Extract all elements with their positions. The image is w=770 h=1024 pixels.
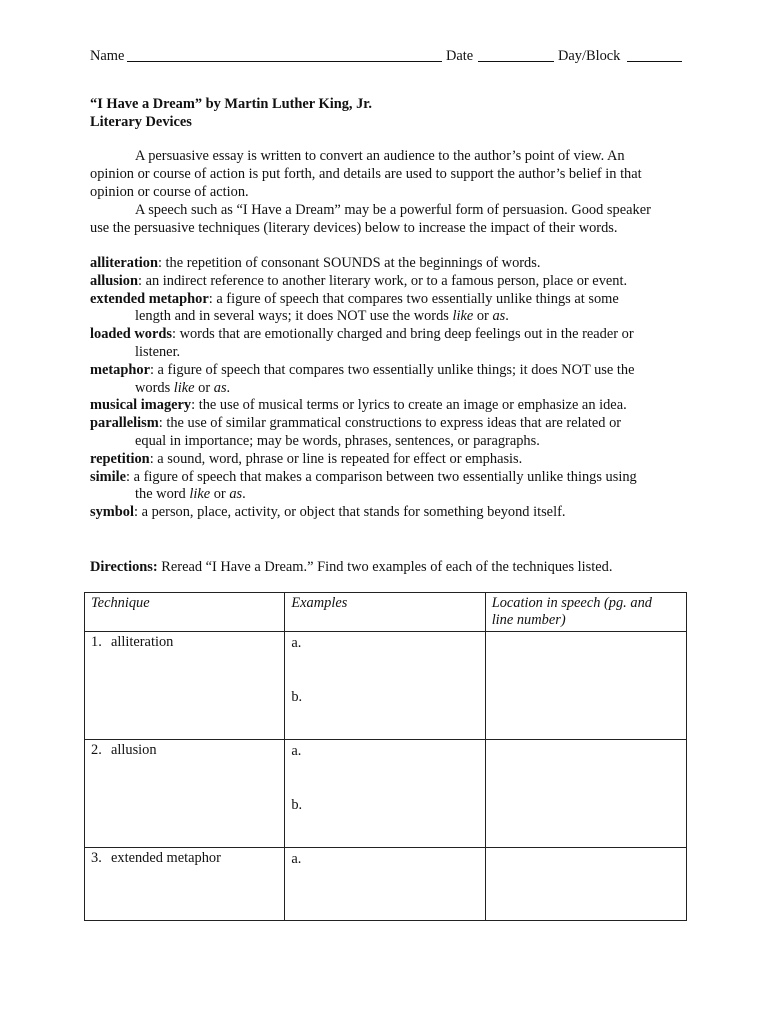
row-number: 3. bbox=[91, 850, 102, 866]
example-a-label: a. bbox=[291, 635, 302, 651]
definition-text: : the use of similar grammatical constructions to express ideas that are related or bbox=[158, 415, 622, 432]
definition-text-cont: equal in importance; may be words, phrases, sentences, or paragraphs. bbox=[135, 432, 540, 449]
definition-parallelism bbox=[90, 415, 682, 451]
definition-text: : a figure of speech that compares two essentially unlike things at some bbox=[208, 290, 619, 307]
table-header-row bbox=[85, 593, 687, 632]
definitions-list bbox=[90, 255, 682, 522]
intro-p1-line: opinion or course of action is put forth, and details are used to support the author’s belief in that bbox=[90, 166, 642, 182]
location-cell[interactable] bbox=[485, 848, 686, 921]
header-technique: Technique bbox=[85, 593, 285, 632]
intro-paragraph-2 bbox=[90, 201, 682, 237]
definition-repetition bbox=[90, 451, 682, 469]
page-title bbox=[90, 95, 372, 131]
table-row bbox=[85, 848, 687, 921]
header-location-line-1: Location in speech (pg. and bbox=[491, 595, 652, 611]
dayblock-blank[interactable] bbox=[627, 61, 682, 62]
header-location-line-2: line number) bbox=[491, 612, 566, 628]
definition-text: : a person, place, activity, or object that stands for something beyond itself. bbox=[133, 504, 566, 521]
definition-text: : a figure of speech that compares two essentially unlike things; it does NOT use the bbox=[149, 361, 635, 378]
technique-cell bbox=[85, 740, 285, 848]
directions-label: Directions: bbox=[90, 559, 158, 575]
title-line-2: Literary Devices bbox=[90, 114, 192, 130]
definition-term: allusion bbox=[90, 272, 138, 289]
definition-text: : a sound, word, phrase or line is repeated for effect or emphasis. bbox=[149, 450, 523, 467]
intro-p2-line: use the persuasive techniques (literary devices) below to increase the impact of their words. bbox=[90, 220, 618, 236]
header-fields bbox=[90, 46, 682, 66]
example-a-label: a. bbox=[291, 851, 302, 867]
example-b-label: b. bbox=[291, 797, 303, 813]
directions-text: Reread “I Have a Dream.” Find two examples of each of the techniques listed. bbox=[157, 559, 613, 575]
definition-musical-imagery bbox=[90, 397, 682, 415]
location-cell[interactable] bbox=[485, 632, 686, 740]
definition-term: musical imagery bbox=[90, 397, 192, 414]
date-label: Date bbox=[446, 48, 474, 64]
definition-text: : the repetition of consonant SOUNDS at the beginnings of words. bbox=[157, 255, 541, 271]
dayblock-label: Day/Block bbox=[558, 48, 621, 64]
row-number: 2. bbox=[91, 742, 102, 758]
examples-cell[interactable] bbox=[285, 740, 485, 848]
definition-text-cont: length and in several ways; it does NOT use the words like or as. bbox=[135, 308, 509, 325]
date-blank[interactable] bbox=[478, 61, 554, 62]
intro-paragraph-1 bbox=[90, 147, 682, 201]
header-examples: Examples bbox=[285, 593, 485, 632]
intro-p1-line: A persuasive essay is written to convert an audience to the author’s point of view. An bbox=[135, 148, 625, 164]
definition-term: parallelism bbox=[90, 415, 159, 432]
intro-p1-line: opinion or course of action. bbox=[90, 184, 249, 200]
table-row bbox=[85, 632, 687, 740]
intro-p2-line: A speech such as “I Have a Dream” may be a powerful form of persuasion. Good speaker bbox=[135, 202, 651, 218]
definition-allusion bbox=[90, 273, 682, 291]
definition-text-cont: listener. bbox=[135, 343, 181, 360]
definition-metaphor bbox=[90, 362, 682, 398]
table-row bbox=[85, 740, 687, 848]
definition-symbol bbox=[90, 504, 682, 522]
definition-term: alliteration bbox=[90, 255, 158, 271]
definition-term: simile bbox=[90, 468, 126, 485]
examples-cell[interactable] bbox=[285, 632, 485, 740]
examples-cell[interactable] bbox=[285, 848, 485, 921]
definition-text-cont: words like or as. bbox=[135, 379, 231, 396]
definition-extended-metaphor bbox=[90, 291, 682, 327]
definition-term: extended metaphor bbox=[90, 290, 209, 307]
row-number: 1. bbox=[91, 634, 102, 650]
definition-text: : the use of musical terms or lyrics to create an image or emphasize an idea. bbox=[191, 397, 627, 414]
technique-name: extended metaphor bbox=[111, 850, 221, 866]
definition-text: : a figure of speech that makes a comparison between two essentially unlike things using bbox=[125, 468, 637, 485]
title-line-1: “I Have a Dream” by Martin Luther King, Jr. bbox=[90, 96, 372, 112]
example-b-label: b. bbox=[291, 689, 303, 705]
definition-simile bbox=[90, 469, 682, 505]
definition-alliteration bbox=[90, 255, 682, 273]
definition-term: metaphor bbox=[90, 361, 150, 378]
techniques-table bbox=[84, 592, 687, 921]
definition-loaded-words bbox=[90, 326, 682, 362]
technique-cell bbox=[85, 632, 285, 740]
name-label: Name bbox=[90, 48, 125, 64]
technique-name: alliteration bbox=[111, 634, 174, 650]
technique-cell bbox=[85, 848, 285, 921]
location-cell[interactable] bbox=[485, 740, 686, 848]
definition-text: : an indirect reference to another literary work, or to a famous person, place or event. bbox=[138, 272, 628, 289]
header-location bbox=[485, 593, 686, 632]
definition-text-cont: the word like or as. bbox=[135, 486, 246, 503]
definition-text: : words that are emotionally charged and bring deep feelings out in the reader or bbox=[171, 326, 634, 343]
example-a-label: a. bbox=[291, 743, 302, 759]
directions bbox=[90, 558, 612, 576]
technique-name: allusion bbox=[111, 742, 157, 758]
name-blank[interactable] bbox=[127, 61, 442, 62]
definition-term: symbol bbox=[90, 504, 134, 521]
definition-term: repetition bbox=[90, 450, 150, 467]
definition-term: loaded words bbox=[90, 326, 172, 343]
